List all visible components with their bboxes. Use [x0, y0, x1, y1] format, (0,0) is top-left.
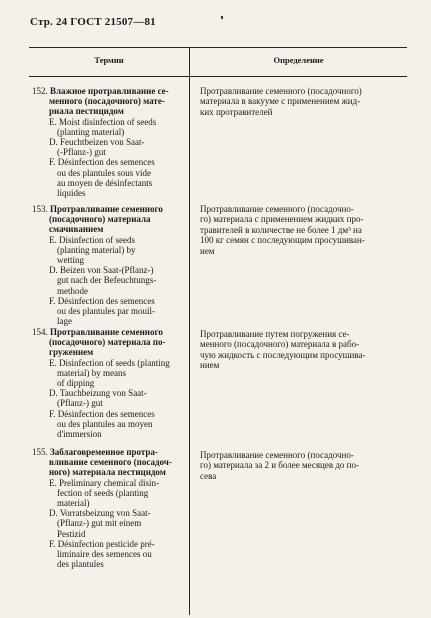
page-mark — [221, 16, 223, 19]
term-title-text: Протравливание семенного — [50, 327, 163, 337]
definition-text — [200, 86, 405, 117]
foreign-equivalent-line: of dipping — [57, 378, 95, 389]
term-title-line — [32, 447, 186, 457]
foreign-equivalent-line: ou des plantules par mouil- — [57, 306, 155, 317]
term-number: 153. — [32, 204, 50, 214]
foreign-equivalent-line: ou des plantules au moyen — [57, 418, 153, 429]
foreign-equivalent-line: material) by means — [57, 367, 126, 378]
term-title-line — [32, 327, 186, 337]
definition-line: нием — [200, 360, 220, 371]
foreign-equivalent-line: F. Désinfection pesticide pré- — [49, 538, 155, 549]
foreign-equivalent-line: D. Beizen von Saat-(Pflanz-) — [49, 265, 154, 276]
foreign-equivalent-line: D. Tauchbeizung von Saat- — [49, 388, 147, 399]
definition-line: травителей в количестве не более 1 дм³ на — [200, 224, 362, 235]
definition-line: ких протравителей — [200, 106, 273, 117]
term-title-line — [32, 86, 186, 96]
foreign-equivalent-line: Pestizid — [57, 528, 86, 539]
term-number: 155. — [32, 447, 50, 457]
term-number: 154. — [32, 327, 50, 337]
term-title-line: ного) материала пестицидом — [49, 467, 166, 478]
term-title-line — [32, 204, 186, 214]
term-title-line: (посадочного) материала — [49, 214, 151, 225]
foreign-equivalent-line: (-Pflanz-) gut — [57, 147, 106, 158]
foreign-equivalent-line: D. Feuchtbeizen von Saat- — [49, 137, 145, 148]
page-header: Стр. 24 ГОСТ 21507—81 — [30, 16, 156, 28]
term-title-line: менного (посадочного) мате- — [49, 96, 165, 107]
definition-line: Протравливание семенного (посадочно- — [200, 204, 354, 214]
term-entry — [32, 204, 186, 326]
term-title-text: Влажное протравливание се- — [50, 86, 169, 96]
table-header-rule — [29, 76, 407, 77]
definition-line: менного (посадочного) материала в рабо- — [200, 339, 360, 350]
foreign-equivalent-line: wetting — [57, 255, 84, 266]
term-title-line: смачиванием — [49, 224, 104, 235]
foreign-equivalent-line: methode — [57, 285, 88, 296]
foreign-equivalent-line: lage — [57, 316, 72, 327]
foreign-equivalent-line: d'immersion — [57, 429, 102, 440]
foreign-equivalent-line: F. Désinfection des semences — [49, 157, 155, 168]
foreign-equivalent-line: (Pflanz-) gut mit einem — [57, 518, 142, 529]
foreign-equivalent-line: E. Moist disinfection of seeds — [49, 116, 157, 127]
foreign-equivalent-line: D. Vorratsbeizung von Saat- — [49, 508, 151, 519]
term-title-line: гружением — [49, 347, 94, 358]
foreign-equivalent-line: liquides — [57, 188, 86, 199]
foreign-equivalent-line: (planting material) — [57, 126, 125, 137]
term-entry — [32, 86, 186, 198]
foreign-equivalent-line: liminaire des semences ou — [57, 549, 152, 560]
foreign-equivalent-line: E. Disinfection of seeds (planting — [49, 357, 170, 368]
column-header-definition: Определение — [273, 55, 324, 65]
definition-text — [200, 450, 405, 481]
column-divider — [189, 47, 190, 615]
term-title-line: (посадочного) материала по- — [49, 337, 166, 348]
definition-line: Протравливание семенного (посадочного) — [200, 86, 362, 96]
term-title-text: Протравливание семенного — [50, 204, 163, 214]
table-top-rule — [29, 47, 407, 48]
definition-line: го) материала за 2 и более месяцев до по- — [200, 460, 359, 471]
definition-line: ием — [200, 245, 215, 256]
foreign-equivalent-line: des plantules — [57, 559, 104, 570]
definition-line: Протравливание путем погружения се- — [200, 329, 350, 339]
foreign-equivalent-line: material) — [57, 498, 90, 509]
foreign-equivalent-line: ou des plantules sous vide — [57, 167, 151, 178]
term-title-line: вливание семенного (посадоч- — [49, 457, 172, 468]
definition-text — [200, 329, 405, 371]
term-entry — [32, 447, 186, 569]
term-title-text: Заблаговременное протра- — [50, 447, 158, 457]
foreign-equivalent-line: E. Preliminary chemical disin- — [49, 477, 159, 488]
foreign-equivalent-line: F. Désinfection des semences — [49, 295, 155, 306]
foreign-equivalent-line: fection of seeds (planting — [57, 487, 149, 498]
definition-line: Протравливание семенного (посадочно- — [200, 450, 354, 460]
foreign-equivalent-line: (Pflanz-) gut — [57, 398, 103, 409]
definition-line: сева — [200, 470, 217, 481]
definition-line: 100 кг семян с последующим просушиван- — [200, 235, 365, 246]
term-number: 152. — [32, 86, 50, 96]
foreign-equivalent-line: E. Disinfection of seeds — [49, 234, 135, 245]
foreign-equivalent-line: F. Désinfection des semences — [49, 408, 155, 419]
column-header-term: Термин — [94, 55, 124, 65]
term-title-line: риала пестицидом — [49, 106, 124, 117]
foreign-equivalent-line: (planting material) by — [57, 244, 136, 255]
definition-line: чую жидкость с последующим просушива- — [200, 349, 366, 360]
foreign-equivalent-line: gut nach der Befeuchtungs- — [57, 275, 157, 286]
foreign-equivalent-line: au moyen de désinfectants — [57, 177, 153, 188]
term-entry — [32, 327, 186, 439]
definition-text — [200, 204, 405, 256]
definition-line: го) материала с применением жидких про- — [200, 214, 364, 225]
definition-line: материала в вакууме с применением жид- — [200, 96, 361, 107]
